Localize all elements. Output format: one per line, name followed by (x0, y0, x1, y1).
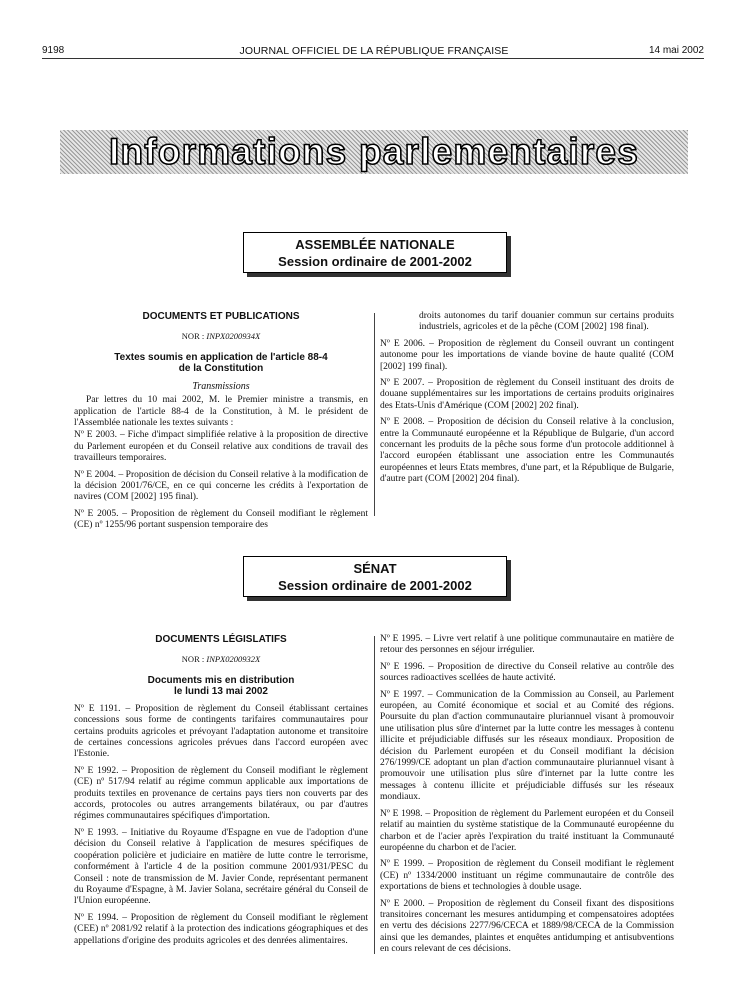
column-divider (374, 313, 375, 516)
list-item (74, 766, 368, 823)
banner-title: Informations parlementaires (109, 131, 639, 172)
senat-section-title: DOCUMENTS LÉGISLATIFS (155, 634, 287, 645)
item-text: – Communication de la Commission au Conseil, au Parlement européen, au Comité économique et social et au Comité des régions. Poursuite du plan d'action communautaire pluriannuel visant à promouvoir une utilisation plus sûre d'internet par la lutte contre les messages à contenu illicite et préjudiciable diffusés sur les réseaux mondiaux. Proposition de décision du Parlement européen et du Conseil modifiant la décision 276/1999/CE adoptant un plan d'action communautaire pluriannuel visant à promouvoir une utilisation plus sûre d'internet par la lutte contre les messages à contenu illicite et préjudiciable diffusés sur les réseaux mondiaux. (380, 689, 675, 803)
item-text: – Proposition de règlement du Conseil modifiant le règlement (CE) nº 1255/96 portant suspension temporaire des (74, 508, 369, 531)
nor-label: NOR : (181, 654, 205, 665)
issue-date: 14 mai 2002 (648, 45, 704, 56)
list-item (380, 809, 674, 855)
list-item (74, 704, 368, 761)
list-item (380, 662, 674, 685)
senat-title-box (243, 556, 507, 597)
item-text: – Livre vert relatif à une politique communautaire en matière de retour des personnes en séjour irrégulier. (380, 634, 675, 656)
item-number: Nº E 1992. (74, 765, 119, 776)
assemblee-subtitle-line2: de la Constitution (178, 363, 264, 375)
list-item (380, 690, 674, 804)
item-text: – Proposition de règlement du Parlement européen et du Conseil relatif au maintien du système statistique de la Communauté européenne du charbon et de l'acier après l'expiration du traité instituant la Communauté européenne du charbon et de l'acier. (380, 808, 674, 853)
assemblee-session: Session ordinaire de 2001-2002 (278, 254, 472, 269)
item-text: – Proposition de règlement du Conseil modifiant le règlement (CE) nº 1334/2000 instituant un régime communautaire de contrôle des exportations de biens et technologies à double usage. (380, 859, 675, 893)
item-continuation: droits autonomes du tarif douanier commun sur certains produits industriels, agricoles et de la pêche (COM [2002] 198 final). (419, 311, 674, 333)
senat-chamber-name: SÉNAT (353, 561, 397, 576)
item-number: Nº E 1993. (74, 827, 119, 838)
senat-subtitle-line2: le lundi 13 mai 2002 (174, 686, 268, 698)
assemblee-subtitle-line1: Textes soumis en application de l'article 88-4 (114, 351, 328, 363)
list-item (380, 339, 674, 373)
item-text: – Proposition de règlement du Conseil ouvrant un contingent autonome pour les importations de viande bovine de haute qualité (COM [2002] 199 final). (380, 338, 674, 372)
item-text: – Proposition de règlement du Conseil fixant des dispositions transitoires concernant les mesures antidumping et compensatoires adoptées en vertu des décisions 2277/96/CECA et 1889/98/CECA de la Commission ainsi que les demandes, plaintes et enquêtes antidumping et antisubventions en cours relevant de ces décisions. (380, 898, 675, 955)
item-number: Nº E 2006. (380, 338, 426, 349)
item-number: Nº E 1997. (380, 689, 425, 700)
item-number: Nº E 1999. (380, 859, 425, 870)
item-number: Nº E 1995. (380, 634, 423, 644)
assemblee-chamber-name: ASSEMBLÉE NATIONALE (295, 237, 455, 252)
item-text: – Fiche d'impact simplifiée relative à la proposition de directive du Parlement européen et du Conseil relative aux conditions de travail des travailleurs temporaires. (74, 430, 368, 464)
item-number: Nº E 2003. (74, 430, 117, 441)
item-text: – Proposition de règlement du Conseil modifiant le règlement (CE) nº 517/94 relatif au régime commun applicable aux importations de produits textiles en provenance de certains pays tiers non couverts par des accords, protocoles ou autres arrangements bilatéraux, ou par d'autres régimes communautaires spécifiques d'importation. (74, 765, 369, 822)
list-item (74, 470, 368, 504)
assemblee-left-column (74, 311, 368, 537)
list-item (380, 859, 674, 893)
assemblee-nor (74, 331, 368, 342)
item-text: – Initiative du Royaume d'Espagne en vue de l'adoption d'une décision du Conseil relative à l'application de mesures spécifiques de coopération policière et judiciaire en matière de lutte contre le terrorisme, conformément à l'article 4 de la position commune 2001/931/PESC du Conseil : note de transmission de M. Javier Conde, représentant permanent du Royaume d'Espagne, à M. Javier Solana, secrétaire général du Conseil de l'Union européenne. (74, 827, 369, 907)
assemblee-title-box (243, 232, 507, 273)
senat-session: Session ordinaire de 2001-2002 (278, 578, 472, 593)
item-number: Nº E 1994. (74, 912, 119, 923)
list-item (74, 828, 368, 908)
senat-subtitle-line1: Documents mis en distribution (147, 674, 295, 686)
item-number: Nº E 1191. (74, 703, 121, 714)
assemblee-section-title: DOCUMENTS ET PUBLICATIONS (142, 311, 300, 322)
senat-left-column (74, 634, 368, 952)
nor-label: NOR : (181, 331, 205, 342)
assemblee-intro: Par lettres du 10 mai 2002, M. le Premier ministre a transmis, en application de l'article 88-4 de la Constitution, à M. le président de l'Assemblée nationale les textes suivants : (74, 395, 368, 429)
item-text: – Proposition de règlement du Conseil instituant des droits de douane supplémentaires sur les importations de certains produits originaires des Etats-Unis d'Amérique (COM [2002] 202 final). (380, 378, 675, 411)
item-text: – Proposition de directive du Conseil relative au contrôle des sources radioactives scellées de haute activité. (380, 661, 674, 684)
item-number: Nº E 2000. (380, 898, 425, 909)
list-item (380, 899, 674, 956)
senat-nor (74, 654, 368, 665)
journal-title: JOURNAL OFFICIEL DE LA RÉPUBLIQUE FRANÇAISE (239, 45, 509, 57)
item-text: – Proposition de règlement du Conseil établissant certaines concessions sous forme de contingents tarifaires communautaires pour certains produits agricoles et prévoyant l'adaptation autonome et transitoire de certaines concessions agricoles prévues dans l'accord européen avec l'Estonie. (74, 703, 368, 760)
senat-right-column (380, 634, 674, 961)
nor-code: INPX0200934X (206, 331, 261, 342)
item-number: Nº E 1996. (380, 661, 425, 672)
column-divider (374, 636, 375, 954)
assemblee-right-column (380, 311, 674, 491)
senat-subtitle (74, 675, 368, 698)
item-number: Nº E 1998. (380, 808, 423, 819)
list-item (74, 430, 368, 464)
list-item (74, 509, 368, 532)
page-number: 9198 (42, 45, 65, 56)
item-number: Nº E 2004. (74, 469, 116, 480)
list-item (380, 634, 674, 657)
nor-code: INPX0200932X (206, 654, 261, 665)
item-number: Nº E 2008. (380, 417, 425, 428)
header-rule (42, 58, 704, 59)
item-number: Nº E 2007. (380, 378, 425, 389)
item-text: – Proposition de règlement du Conseil modifiant le règlement (CEE) nº 2081/92 relatif à la protection des indications géographiques et des appellations d'origine des produits agricoles et des denrées alimentaires. (74, 912, 369, 946)
list-item (380, 378, 674, 412)
transmissions-heading: Transmissions (192, 380, 250, 392)
item-text: – Proposition de décision du Conseil relative à la conclusion, entre la Communauté européenne et la République de Bulgarie, d'un accord concernant les produits de la pêche sous forme d'un protocole additionnel à l'accord européen établissant une association entre les Communautés européennes et leurs Etats membres, d'une part, et la République de Bulgarie, d'autre part (COM [2002] 204 final). (380, 417, 675, 485)
item-text: – Proposition de décision du Conseil relative à la modification de la décision 2001/76/CE, en ce qui concerne les crédits à l'exportation de navires (COM [2002] 195 final). (74, 469, 369, 503)
list-item (74, 913, 368, 947)
item-number: Nº E 2005. (74, 508, 119, 519)
assemblee-subtitle (74, 352, 368, 375)
list-item (380, 417, 674, 485)
